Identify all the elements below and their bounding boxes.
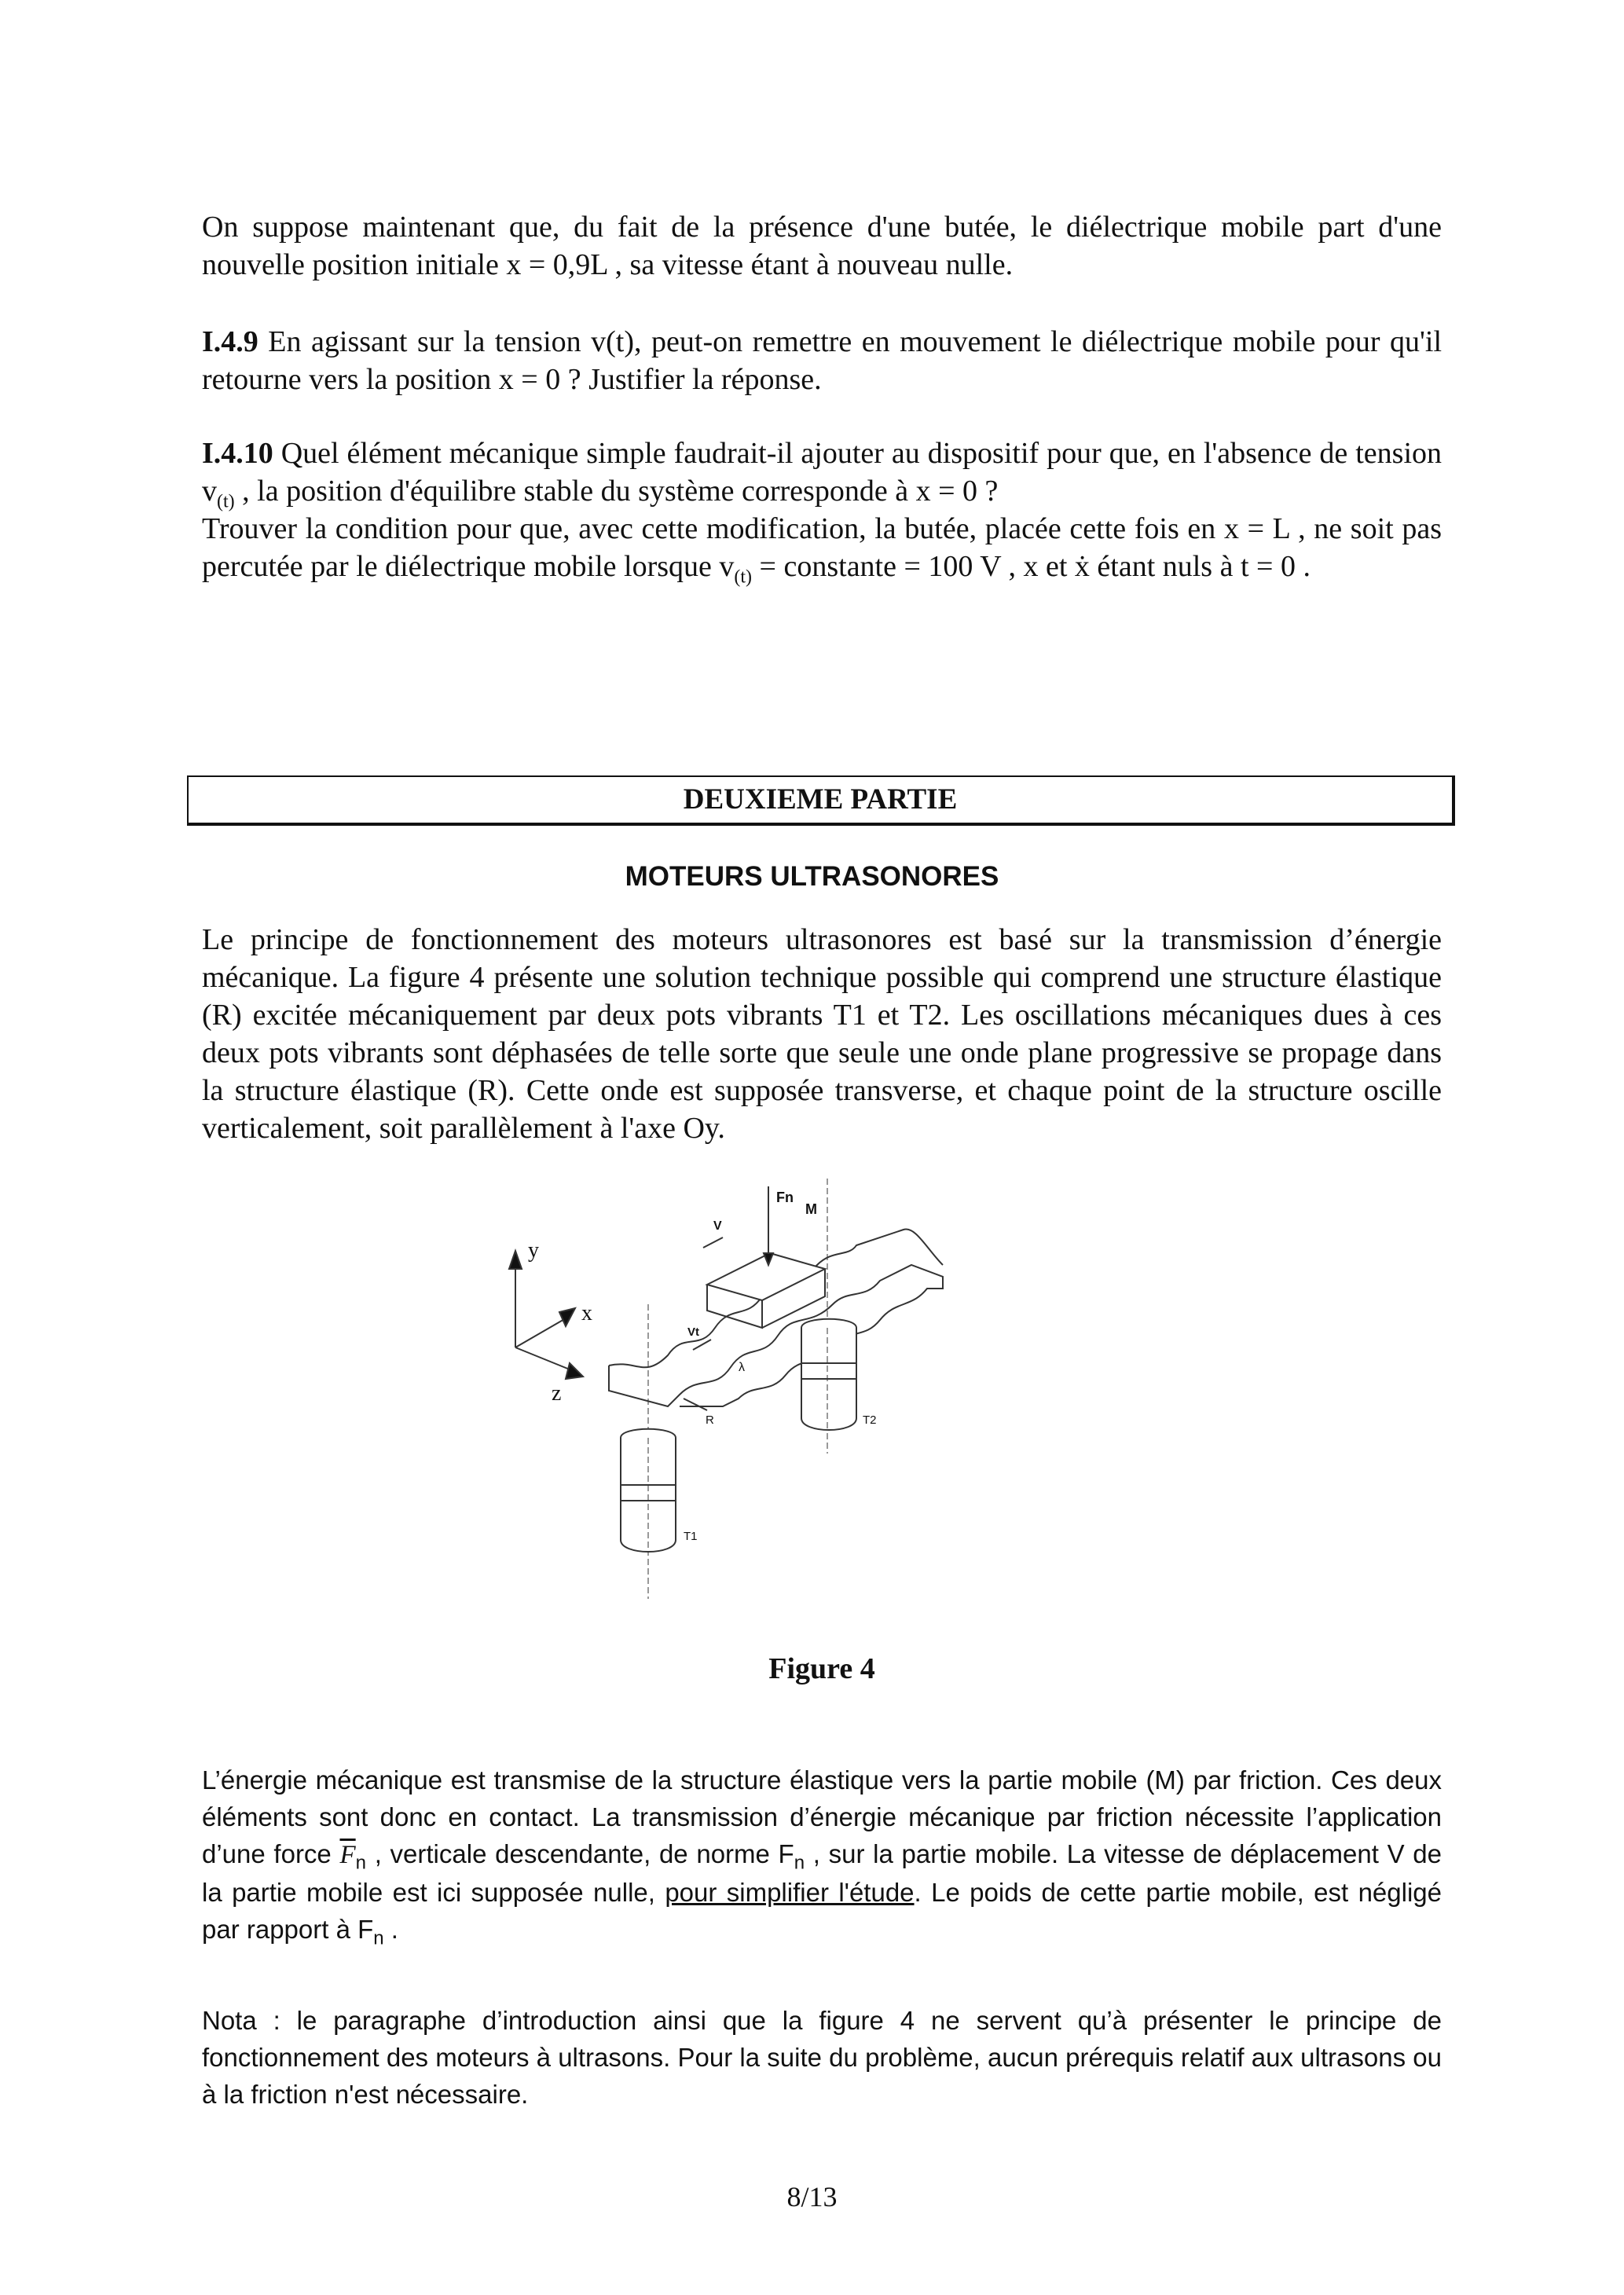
- r-label: R: [706, 1413, 714, 1427]
- fn-label: Fn: [776, 1190, 794, 1205]
- figure-4-diagram: [487, 1171, 1037, 1603]
- question-number: I.4.9: [202, 325, 258, 358]
- subscript: (t): [217, 491, 235, 512]
- subscript: (t): [734, 566, 753, 588]
- subscript: n: [355, 1852, 367, 1874]
- question-number: I.4.10: [202, 437, 273, 470]
- question-text: En agissant sur la tension v(t), peut-on remettre en mouvement le diélectrique mobile pour qu'il retourne vers la position x = 0 ? Justifier la réponse.: [202, 325, 1442, 396]
- question-text: , la position d'équilibre stable du système corresponde à x = 0 ?: [234, 475, 999, 508]
- vibrator-t1: [621, 1304, 698, 1599]
- question-text: = constante = 100 V , x et ẋ étant nuls à t = 0 .: [752, 550, 1311, 583]
- nota-paragraph: Nota : le paragraphe d’introduction ainsi que la figure 4 ne servent qu’à présenter le principe de fonctionnement des moteurs à ultrasons. Pour la suite du problème, aucun prérequis relatif aux ultrasons ou à la friction n'est nécessaire.: [202, 2006, 1442, 2109]
- page-number: 8/13: [786, 2181, 838, 2213]
- subscript: n: [373, 1927, 384, 1949]
- m-label: M: [805, 1201, 817, 1217]
- vt-label: Vt: [687, 1325, 699, 1339]
- v-label: V: [713, 1219, 722, 1233]
- paragraph-text: L’énergie mécanique est transmise de la structure élastique vers la partie mobile (M) par friction. Ces deux éléments sont donc en contact. La transmission d’énergie mécanique par friction nécessite l’application d’une force: [202, 1765, 1442, 1868]
- question-text: Quel élément mécanique simple faudrait-il ajouter au dispositif pour que, en l'absence de tension v: [202, 437, 1442, 508]
- paragraph-text: , sur la partie mobile. La vitesse de déplacement V de la partie mobile est ici supposée nulle,: [202, 1839, 1442, 1907]
- section-header-box: [187, 775, 1455, 826]
- paragraph-text: . Le poids de cette partie mobile, est négligé par rapport à F: [202, 1878, 1442, 1944]
- t1-label: T1: [684, 1530, 698, 1543]
- figure-caption: Figure 4: [768, 1652, 875, 1685]
- intro-paragraph: On suppose maintenant que, du fait de la présence d'une butée, le diélectrique mobile part d'une nouvelle position initiale x = 0,9L , sa vitesse étant à nouveau nulle.: [202, 211, 1442, 281]
- vibrator-t2: [801, 1179, 877, 1454]
- question-1-4-10: [202, 434, 1442, 588]
- question-text: Trouver la condition pour que, avec cette modification, la butée, placée cette fois en x = L , ne soit pas percutée par le diélectrique mobile lorsque v: [202, 512, 1442, 583]
- part2-intro-paragraph: Le principe de fonctionnement des moteurs ultrasonores est basé sur la transmission d’énergie mécanique. La figure 4 présente une solution technique possible qui comprend une structure élastique (R) excitée mécaniquement par deux pots vibrants T1 et T2. Les oscillations mécaniques dues à ces deux pots vibrants sont déphasées de telle sorte que seule une onde plane progressive se propage dans la structure élastique (R). Cette onde est supposée transverse, et chaque point de la structure oscille verticalement, soit parallèlement à l'axe Oy.: [202, 923, 1442, 1145]
- question-1-4-9: [202, 323, 1442, 398]
- underlined-text: pour simplifier l'étude: [665, 1878, 915, 1907]
- paragraph-text: , verticale descendante, de norme F: [366, 1839, 794, 1868]
- axes-icon: [509, 1238, 592, 1406]
- section-title: MOTEURS ULTRASONORES: [625, 861, 999, 892]
- t2-label: T2: [863, 1413, 877, 1427]
- x-axis-label: x: [581, 1301, 592, 1325]
- z-axis-label: z: [552, 1381, 562, 1406]
- lambda-label: λ: [739, 1361, 745, 1374]
- subscript: n: [794, 1852, 805, 1874]
- friction-paragraph: [202, 1762, 1442, 1948]
- y-axis-label: y: [528, 1238, 539, 1263]
- section-header: DEUXIEME PARTIE: [683, 783, 958, 816]
- force-vector: $\overline{F}$: [339, 1841, 356, 1869]
- paragraph-text: .: [383, 1915, 398, 1944]
